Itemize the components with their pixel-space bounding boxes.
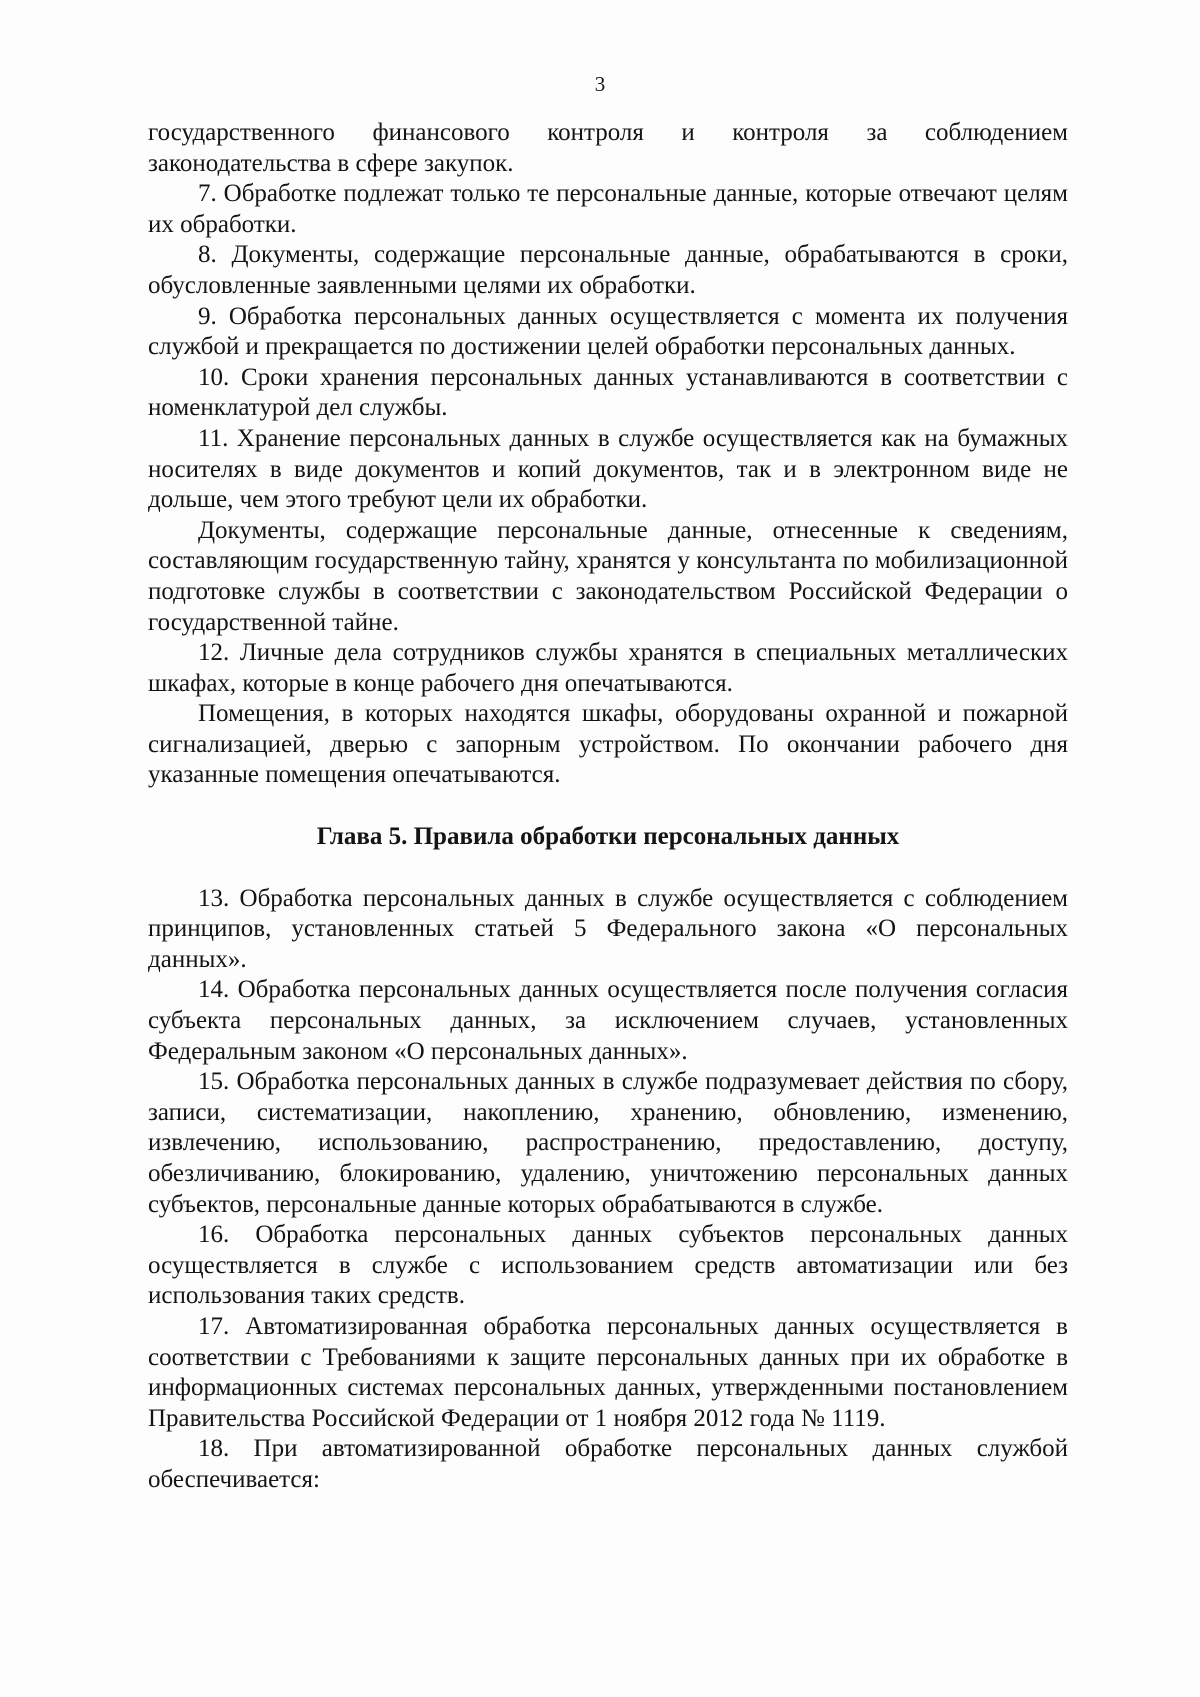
chapter-heading: Глава 5. Правила обработки персональных данных [316, 823, 900, 851]
paragraph-13: 13. Обработка персональных данных в службе осуществляется с соблюдением принципов, установленных статьей 5 Федерального закона «О персональных данных». [148, 884, 1068, 973]
paragraph-12-premises: Помещения, в которых находятся шкафы, оборудованы охранной и пожарной сигнализацией, дверью с запорным устройством. По окончании рабочего дня указанные помещения опечатываются. [148, 700, 1068, 789]
paragraph-14: 14. Обработка персональных данных осуществляется после получения согласия субъекта персональных данных, за исключением случаев, установленных Федеральным законом «О персональных данных». [148, 976, 1068, 1065]
paragraph-17: 17. Автоматизированная обработка персональных данных осуществляется в соответствии с Требованиями к защите персональных данных при их обработке в информационных системах персональных данных, утвержденными постановлением Правительства Российской Федерации от 1 ноября 2012 года № 1119. [148, 1312, 1068, 1432]
paragraph-12: 12. Личные дела сотрудников службы хранятся в специальных металлических шкафах, которые в конце рабочего дня опечатываются. [148, 639, 1068, 697]
document-body [148, 118, 1068, 1496]
paragraph-continuation: государственного финансового контроля и контроля за соблюдением законодательства в сфере закупок. [148, 119, 1068, 177]
page-number: 3 [594, 72, 606, 96]
paragraph-10: 10. Сроки хранения персональных данных устанавливаются в соответствии с номенклатурой дел службы. [148, 363, 1068, 422]
paragraph-7: 7. Обработке подлежат только те персональные данные, которые отвечают целям их обработки. [148, 180, 1068, 238]
paragraph-18: 18. При автоматизированной обработке персональных данных службой обеспечивается: [148, 1435, 1068, 1493]
paragraph-9: 9. Обработка персональных данных осуществляется с момента их получения службой и прекращается по достижении целей обработки персональных данных. [148, 302, 1068, 361]
paragraph-15: 15. Обработка персональных данных в службе подразумевает действия по сбору, записи, систематизации, накоплению, хранению, обновлению, изменению, извлечению, использованию, распространению, предоставлению, доступу, обезличиванию, блокированию, удалению, уничтожению персональных данных субъектов, персональные данные которых обрабатываются в службе. [148, 1068, 1068, 1218]
paragraph-11-secret-documents: Документы, содержащие персональные данные, отнесенные к сведениям, составляющим государственную тайну, хранятся у консультанта по мобилизационной подготовке службы в соответствии с законодательством Российской Федерации о государственной тайне. [148, 516, 1068, 636]
paragraph-8: 8. Документы, содержащие персональные данные, обрабатываются в сроки, обусловленные заявленными целями их обработки. [148, 241, 1068, 299]
paragraph-11: 11. Хранение персональных данных в службе осуществляется как на бумажных носителях в виде документов и копий документов, так и в электронном виде не дольше, чем этого требуют цели их обработки. [148, 424, 1068, 514]
paragraph-16: 16. Обработка персональных данных субъектов персональных данных осуществляется в службе с использованием средств автоматизации или без использования таких средств. [148, 1221, 1068, 1310]
